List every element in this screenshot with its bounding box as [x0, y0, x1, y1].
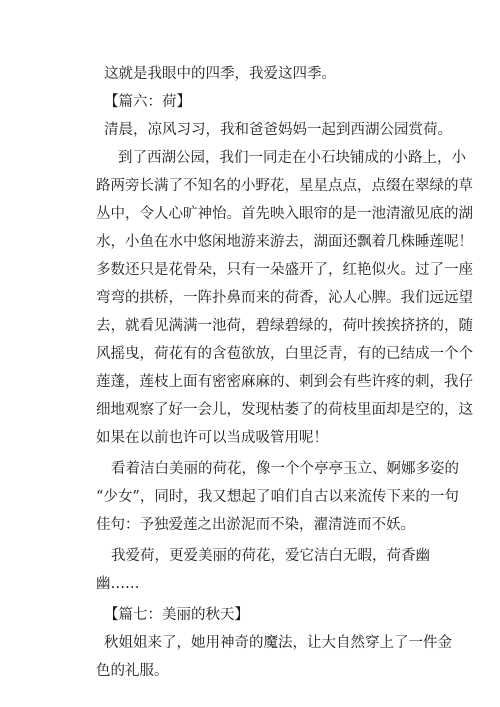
- paragraph-line: 秋姐姐来了，她用神奇的魔法，让大自然穿上了一件金: [104, 635, 452, 651]
- paragraph-line: 路两旁长满了不知名的小野花，星星点点，点缀在翠绿的草: [96, 178, 473, 194]
- section-heading-6: 【篇六：荷】: [104, 94, 191, 110]
- paragraph-line: 风摇曳，荷花有的含苞欲放，白里泛青，有的已结成一个个: [96, 346, 473, 362]
- paragraph-line: 清晨，凉风习习，我和爸爸妈妈一起到西湖公园赏荷。: [104, 122, 452, 138]
- paragraph-line: 佳句：予独爱莲之出淤泥而不染，濯清涟而不妖。: [96, 517, 415, 533]
- paragraph-line: 到了西湖公园，我们一同走在小石块铺成的小路上，小: [118, 150, 466, 166]
- paragraph-line: 多数还只是花骨朵，只有一朵盛开了，红艳似火。过了一座: [96, 262, 473, 278]
- paragraph-line: 如果在以前也许可以当成吸管用呢！: [96, 430, 328, 446]
- paragraph-line: 色的礼服。: [96, 663, 169, 679]
- paragraph-line: 我爱荷，更爱美丽的荷花，爱它洁白无暇，荷香幽: [111, 548, 430, 564]
- paragraph-line: 莲蓬，莲枝上面有密密麻麻的、刺到会有些许疼的刺，我仔: [96, 374, 473, 390]
- paragraph-line: 这就是我眼中的四季，我爱这四季。: [104, 66, 336, 82]
- document-body: [96, 60, 473, 685]
- paragraph-line: 去，就看见满满一池荷，碧绿碧绿的，荷叶挨挨挤挤的，随: [96, 318, 473, 334]
- paragraph-line: 弯弯的拱桥，一阵扑鼻而来的荷香，沁人心脾。我们远远望: [96, 290, 473, 306]
- paragraph-line: 水，小鱼在水中悠闲地游来游去，湖面还飘着几株睡莲呢！: [96, 234, 473, 250]
- paragraph-line: 看着洁白美丽的荷花，像一个个亭亭玉立、婀娜多姿的: [111, 461, 459, 477]
- paragraph-line: 细地观察了好一会儿，发现枯萎了的荷枝里面却是空的，这: [96, 402, 473, 418]
- section-heading-7: 【篇七：美丽的秋天】: [104, 607, 249, 623]
- paragraph-line: 幽……: [96, 576, 140, 592]
- paragraph-line: “少女”，同时，我又想起了咱们自古以来流传下来的一句: [96, 489, 459, 505]
- paragraph-line: 丛中，令人心旷神怡。首先映入眼帘的是一池清澈见底的湖: [96, 206, 473, 222]
